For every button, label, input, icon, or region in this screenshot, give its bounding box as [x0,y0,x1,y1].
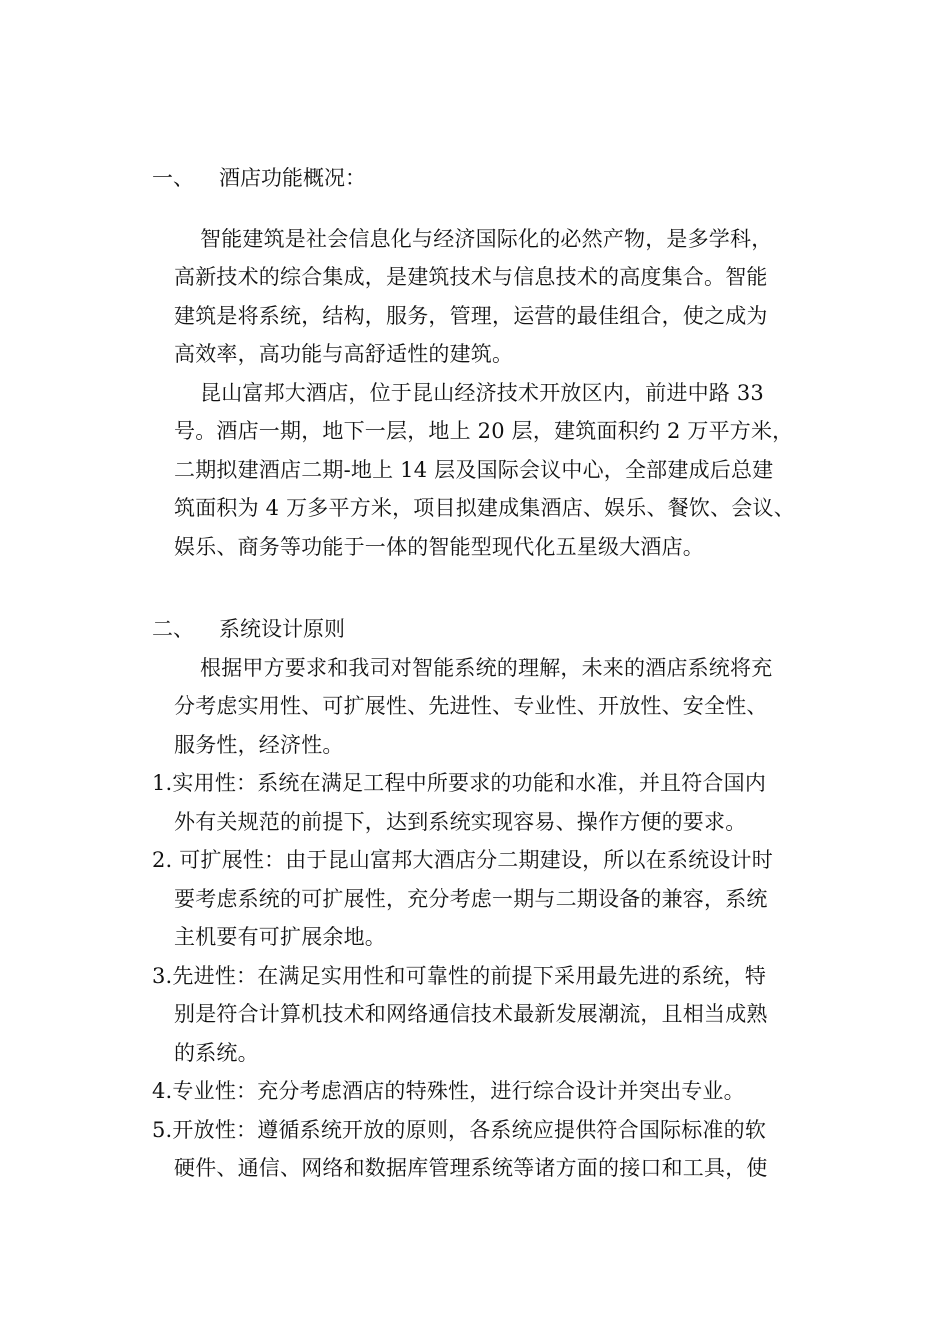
section1-title: 酒店功能概况： [219,166,366,190]
item5-line2: 硬件、通信、网络和数据库管理系统等诸方面的接口和工具，使 [174,1156,768,1180]
section1-para1-line2: 高新技术的综合集成，是建筑技术与信息技术的高度集合。智能 [174,265,768,289]
item1-line2: 外有关规范的前提下，达到系统实现容易、操作方便的要求。 [174,810,747,834]
section1-para2-line2: 号。酒店一期，地下一层，地上 20 层，建筑面积约 2 万平方米， [174,419,794,443]
item3-line1: 3.先进性：在满足实用性和可靠性的前提下采用最先进的系统，特 [152,964,767,988]
section1-number: 一、 [152,166,194,190]
section2-number: 二、 [152,617,194,641]
section1-para1-line1: 智能建筑是社会信息化与经济国际化的必然产物，是多学科， [200,227,773,251]
item2-line2: 要考虑系统的可扩展性，充分考虑一期与二期设备的兼容，系统 [174,887,768,911]
section1-para2-line4: 筑面积为 4 万多平方米，项目拟建成集酒店、娱乐、餐饮、会议、 [174,496,795,520]
section2-intro-line2: 分考虑实用性、可扩展性、先进性、专业性、开放性、安全性、 [174,694,768,718]
section1-para1-line3: 建筑是将系统，结构，服务，管理，运营的最佳组合，使之成为 [174,304,768,328]
section1-para2-line1: 昆山富邦大酒店，位于昆山经济技术开放区内，前进中路 33 [200,381,764,405]
section1-para1-line4: 高效率，高功能与高舒适性的建筑。 [174,342,514,366]
item1-line1: 1.实用性：系统在满足工程中所要求的功能和水准，并且符合国内 [152,771,767,795]
item3-line3: 的系统。 [174,1041,259,1065]
item2-line3: 主机要有可扩展余地。 [174,925,386,949]
section2-intro-line3: 服务性，经济性。 [174,733,344,757]
section2-title: 系统设计原则 [219,617,345,641]
section1-para2-line5: 娱乐、商务等功能于一体的智能型现代化五星级大酒店。 [174,535,704,559]
item5-line1: 5.开放性：遵循系统开放的原则，各系统应提供符合国际标准的软 [152,1118,767,1142]
section2-intro-line1: 根据甲方要求和我司对智能系统的理解，未来的酒店系统将充 [200,656,773,680]
item2-line1: 2. 可扩展性：由于昆山富邦大酒店分二期建设，所以在系统设计时 [152,848,773,872]
item3-line2: 别是符合计算机技术和网络通信技术最新发展潮流，且相当成熟 [174,1002,768,1026]
item4-line1: 4.专业性：充分考虑酒店的特殊性，进行综合设计并突出专业。 [152,1079,745,1103]
section1-para2-line3: 二期拟建酒店二期-地上 14 层及国际会议中心，全部建成后总建 [174,458,774,482]
